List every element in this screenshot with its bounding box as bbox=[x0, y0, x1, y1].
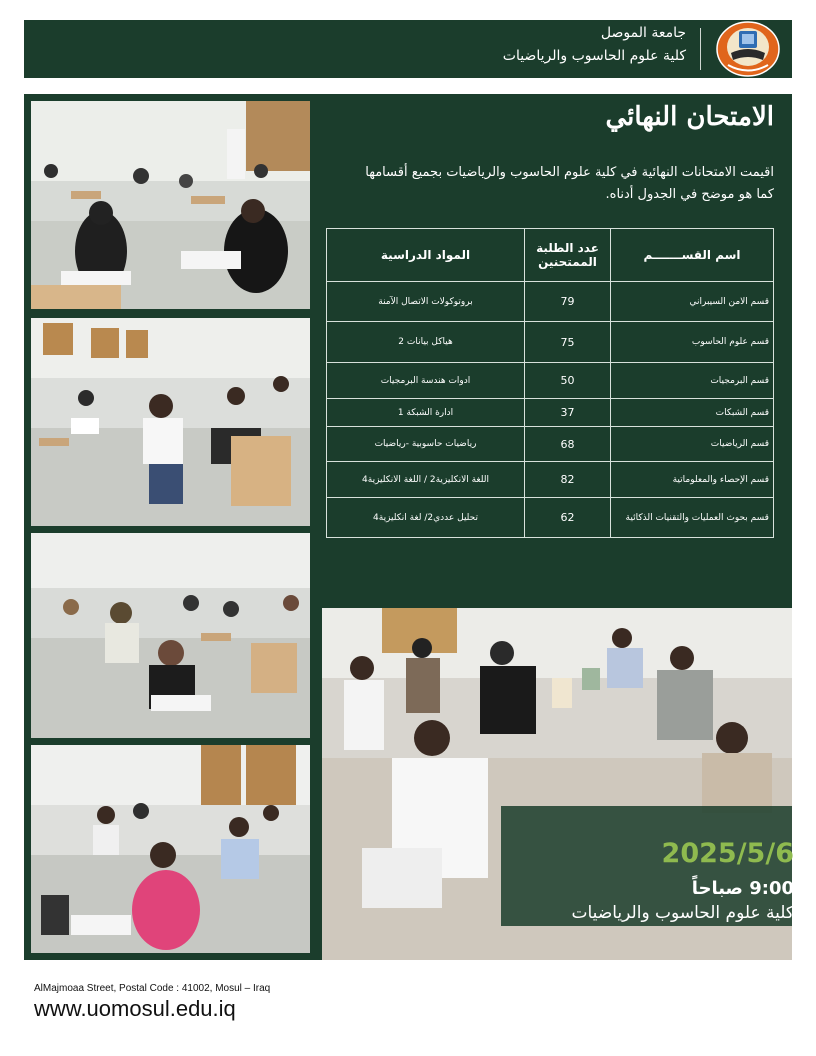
table-row bbox=[327, 322, 774, 363]
college-name: كلية علوم الحاسوب والرياضيات bbox=[502, 48, 686, 64]
table-row bbox=[327, 399, 774, 427]
table-row bbox=[327, 462, 774, 498]
footer-address: AlMajmoaa Street, Postal Code : 41002, Mosul – Iraq bbox=[34, 983, 271, 994]
students-cell: 79 bbox=[525, 282, 611, 322]
header-divider bbox=[700, 28, 701, 70]
students-cell: 68 bbox=[525, 427, 611, 462]
students-cell: 37 bbox=[525, 399, 611, 427]
table-row bbox=[327, 282, 774, 322]
table-header-row bbox=[327, 229, 774, 282]
event-date: 2025/5/6 bbox=[661, 838, 794, 869]
exam-hall-photo-4 bbox=[31, 745, 310, 953]
table-row bbox=[327, 427, 774, 462]
exam-hall-photo-3 bbox=[31, 533, 310, 738]
university-logo bbox=[714, 21, 782, 77]
column-header-students: عدد الطلبة الممتحنين bbox=[525, 229, 611, 282]
header-bar bbox=[24, 20, 792, 78]
footer-website[interactable]: www.uomosul.edu.iq bbox=[34, 996, 236, 1021]
subjects-cell: ادوات هندسة البرمجيات bbox=[327, 363, 525, 399]
subjects-cell: بروتوكولات الاتصال الآمنة bbox=[327, 282, 525, 322]
students-cell: 82 bbox=[525, 462, 611, 498]
subjects-cell: هياكل بيانات 2 bbox=[327, 322, 525, 363]
students-cell: 62 bbox=[525, 498, 611, 538]
exam-hall-photo-1 bbox=[31, 101, 310, 309]
subjects-cell: ادارة الشبكة 1 bbox=[327, 399, 525, 427]
table-row bbox=[327, 498, 774, 538]
department-cell: قسم الشبكات bbox=[611, 399, 774, 427]
department-cell: قسم البرمجيات bbox=[611, 363, 774, 399]
column-header-department: اسم القســـــــم bbox=[611, 229, 774, 282]
students-cell: 75 bbox=[525, 322, 611, 363]
event-time: 9:00 صباحاً bbox=[691, 878, 794, 899]
university-name: جامعة الموصل bbox=[600, 25, 686, 41]
exam-hall-photo-2 bbox=[31, 318, 310, 526]
column-header-subjects: المواد الدراسية bbox=[327, 229, 525, 282]
announcement-title: الامتحان النهائي bbox=[605, 102, 774, 132]
department-cell: قسم الرياضيات bbox=[611, 427, 774, 462]
subjects-cell: تحليل عددي2/ لغة انكليزية4 bbox=[327, 498, 525, 538]
event-location: كلية علوم الحاسوب والرياضيات bbox=[571, 903, 794, 923]
announcement-intro: اقيمت الامتحانات النهائية في كلية علوم الحاسوب والرياضيات بجميع أقسامها كما هو موضح في الجدول أدناه. bbox=[365, 165, 774, 202]
department-cell: قسم علوم الحاسوب bbox=[611, 322, 774, 363]
department-cell: قسم بحوث العمليات والتقنيات الذكائية bbox=[611, 498, 774, 538]
subjects-cell: رياضيات حاسوبية -رياضيات bbox=[327, 427, 525, 462]
department-cell: قسم الامن السيبراني bbox=[611, 282, 774, 322]
subjects-cell: اللغة الانكليزية2 / اللغة الانكليزية4 bbox=[327, 462, 525, 498]
exams-table bbox=[326, 228, 774, 538]
department-cell: قسم الإحصاء والمعلوماتية bbox=[611, 462, 774, 498]
table-row bbox=[327, 363, 774, 399]
students-cell: 50 bbox=[525, 363, 611, 399]
